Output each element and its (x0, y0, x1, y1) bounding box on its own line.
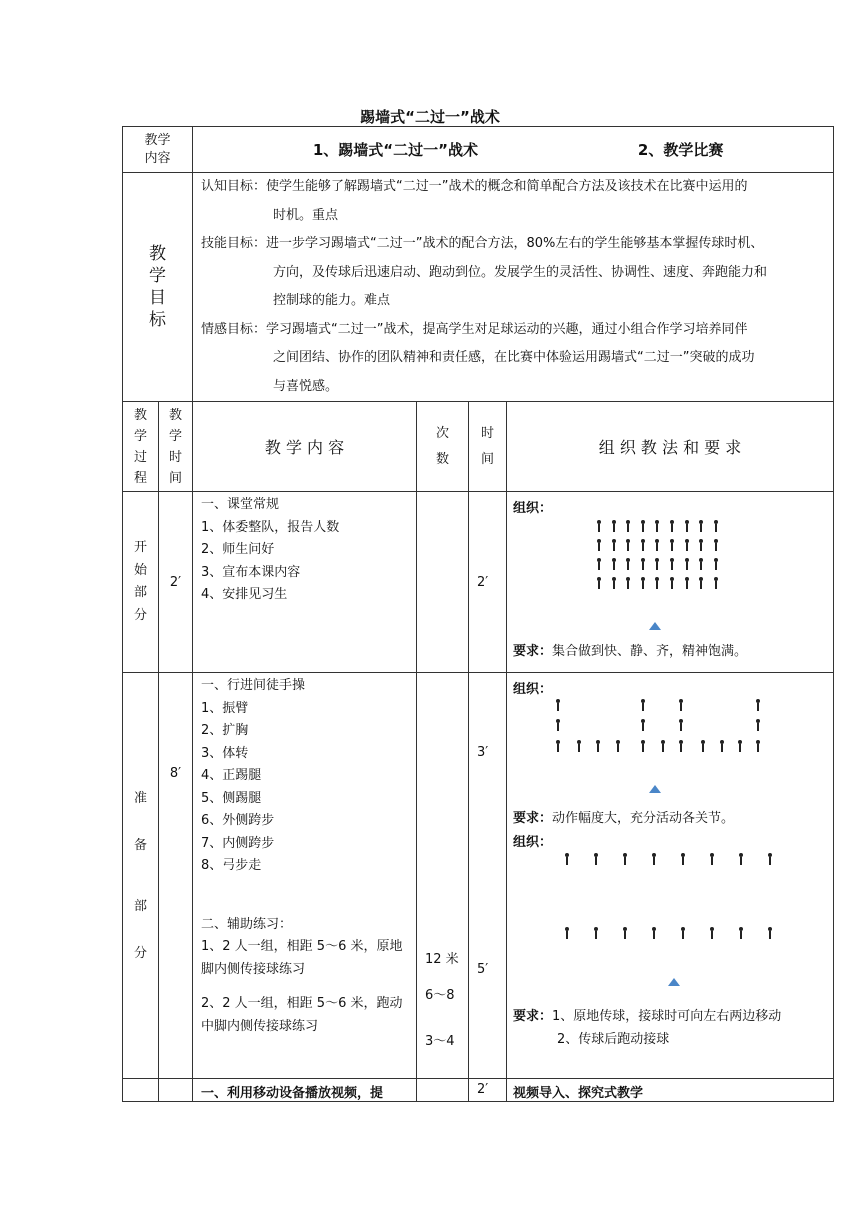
basic-section-row (123, 1079, 834, 1102)
student-icon (756, 740, 760, 752)
prep-count: 12 米 6～8 3～4 (417, 673, 469, 1079)
student-icon (597, 520, 601, 532)
student-icon (596, 740, 600, 752)
teacher-marker-icon (668, 978, 680, 986)
student-icon (641, 520, 645, 532)
student-icon (612, 520, 616, 532)
col-process: 教 学 过 程 (123, 402, 159, 492)
student-icon (641, 740, 645, 752)
teacher-marker-icon (649, 622, 661, 630)
student-icon (565, 853, 569, 865)
goals-row (123, 173, 834, 402)
content-row (123, 127, 834, 173)
org-label: 组织： (513, 682, 553, 697)
col-time: 教 学 时 间 (159, 402, 193, 492)
student-icon (685, 577, 689, 589)
student-icon (655, 539, 659, 551)
student-icon (655, 558, 659, 570)
basic-method: 视频导入、探究式教学 (507, 1079, 834, 1102)
student-icon (623, 853, 627, 865)
col-content: 教 学 内 容 (193, 402, 417, 492)
student-icon (556, 699, 560, 711)
basic-duration: 2′ (469, 1079, 507, 1102)
student-icon (655, 520, 659, 532)
student-icon (699, 558, 703, 570)
col-method: 组 织 教 法 和 要 求 (507, 402, 834, 492)
requirement: 要求：集合做到快、静、齐，精神饱满。 (513, 644, 748, 659)
prep-method: 组织： 要求：动作幅度大，充分活动各关节。 组织： 要求：1、原地传球，接球时可向左右两边移动 2、传球后跑动接球 (507, 673, 834, 1079)
student-icon (679, 719, 683, 731)
student-icon (701, 740, 705, 752)
student-icon (681, 853, 685, 865)
col-count: 次 数 (417, 402, 469, 492)
student-icon (612, 539, 616, 551)
student-icon (670, 558, 674, 570)
student-icon (768, 853, 772, 865)
student-icon (641, 719, 645, 731)
student-icon (626, 577, 630, 589)
org-label: 组织： (513, 501, 553, 516)
student-icon (616, 740, 620, 752)
student-icon (612, 577, 616, 589)
student-icon (612, 558, 616, 570)
start-duration: 2′ (469, 492, 507, 673)
prep-phase: 准 备 部 分 (123, 673, 159, 1079)
student-icon (623, 927, 627, 939)
student-icon (626, 558, 630, 570)
prep-section-row (123, 673, 834, 1079)
org-label: 组织： (513, 835, 553, 850)
student-icon (661, 740, 665, 752)
affect-goal: 情感目标：学习踢墙式“二过一”战术，提高学生对足球运动的兴趣，通过小组合作学习培养同伴 (201, 321, 748, 337)
student-icon (556, 740, 560, 752)
student-icon (739, 853, 743, 865)
student-icon (597, 577, 601, 589)
skill-goal: 技能目标：进一步学习踢墙式“二过一”战术的配合方法，80%左右的学生能够基本掌握传球时机、 (201, 236, 764, 251)
prep-time: 8′ (159, 673, 193, 1079)
start-count (417, 492, 469, 673)
student-icon (681, 927, 685, 939)
col-duration: 时 间 (469, 402, 507, 492)
goals-text: 认知目标：使学生能够了解踢墙式“二过一”战术的概念和简单配合方法及该技术在比赛中运用的 时机。重点 技能目标：进一步学习踢墙式“二过一”战术的配合方法，80%左右的学生能够基本掌握传球时机、 方向，及传球后迅速启动、跑动到位。发展学生的灵活性、协调性、速度、奔跑能力和 控制球的能力。难点 情感目标：学习踢墙式“二过一”战术，提高学生对足球运动的兴趣，通过小组合作学习培养同伴 之间团结、协作的团队精神和责任感，在比赛中体验运用踢墙式“二过一”突破的成功 与喜悦感。 (193, 173, 834, 402)
student-icon (652, 853, 656, 865)
start-phase: 开 始 部 分 (123, 492, 159, 673)
student-icon (577, 740, 581, 752)
start-items: 一、课堂常规 1、体委整队，报告人数 2、师生问好 3、宣布本课内容 4、安排见习生 (193, 492, 417, 673)
student-icon (670, 539, 674, 551)
student-icon (556, 719, 560, 731)
student-icon (714, 520, 718, 532)
content-item-1: 1、踢墙式“二过一”战术 (312, 141, 478, 159)
student-icon (679, 740, 683, 752)
student-icon (641, 699, 645, 711)
student-icon (720, 740, 724, 752)
student-icon (670, 520, 674, 532)
prep-duration: 3′ 5′ (469, 673, 507, 1079)
student-icon (655, 577, 659, 589)
teacher-marker-icon (649, 785, 661, 793)
student-icon (710, 927, 714, 939)
student-icon (685, 558, 689, 570)
prep-items: 一、行进间徒手操 1、振臂 2、扩胸 3、体转 4、正踢腿 5、侧踢腿 6、外侧跨步 7、内侧跨步 8、弓步走 二、辅助练习： 1、2 人一组，相距 5～6 米，原地 脚内侧传接球练习 2、2 人一组，相距 5～6 米，跑动 中脚内侧传接球练习 (193, 673, 417, 1079)
start-time: 2′ (159, 492, 193, 673)
student-icon (652, 927, 656, 939)
student-icon (714, 558, 718, 570)
lesson-plan-table (122, 126, 834, 1102)
basic-item: 一、利用移动设备播放视频，提 (193, 1079, 417, 1102)
start-section-row (123, 492, 834, 673)
requirement: 要求：1、原地传球，接球时可向左右两边移动 (513, 1009, 782, 1024)
student-icon (699, 539, 703, 551)
student-icon (756, 719, 760, 731)
page-title: 踢墙式“二过一”战术 (360, 108, 500, 126)
content-item-2: 2、教学比赛 (637, 141, 724, 159)
student-icon (768, 927, 772, 939)
student-icon (641, 539, 645, 551)
goals-label: 教 学 目 标 (123, 173, 193, 402)
student-icon (597, 539, 601, 551)
student-icon (685, 539, 689, 551)
cognitive-goal: 认知目标：使学生能够了解踢墙式“二过一”战术的概念和简单配合方法及该技术在比赛中运用的 (201, 179, 748, 194)
column-header-row (123, 402, 834, 492)
student-icon (597, 558, 601, 570)
student-icon (594, 927, 598, 939)
student-icon (670, 577, 674, 589)
student-icon (679, 699, 683, 711)
content-label: 教学内容 (123, 127, 193, 173)
student-icon (710, 853, 714, 865)
student-icon (685, 520, 689, 532)
start-method (507, 492, 834, 673)
student-icon (714, 539, 718, 551)
student-icon (699, 520, 703, 532)
student-icon (641, 577, 645, 589)
student-icon (565, 927, 569, 939)
content-cell (193, 127, 834, 173)
student-icon (738, 740, 742, 752)
student-icon (626, 520, 630, 532)
student-icon (641, 558, 645, 570)
student-icon (739, 927, 743, 939)
student-icon (626, 539, 630, 551)
student-icon (594, 853, 598, 865)
student-icon (699, 577, 703, 589)
student-icon (714, 577, 718, 589)
student-icon (756, 699, 760, 711)
requirement: 要求：动作幅度大，充分活动各关节。 (513, 811, 735, 826)
